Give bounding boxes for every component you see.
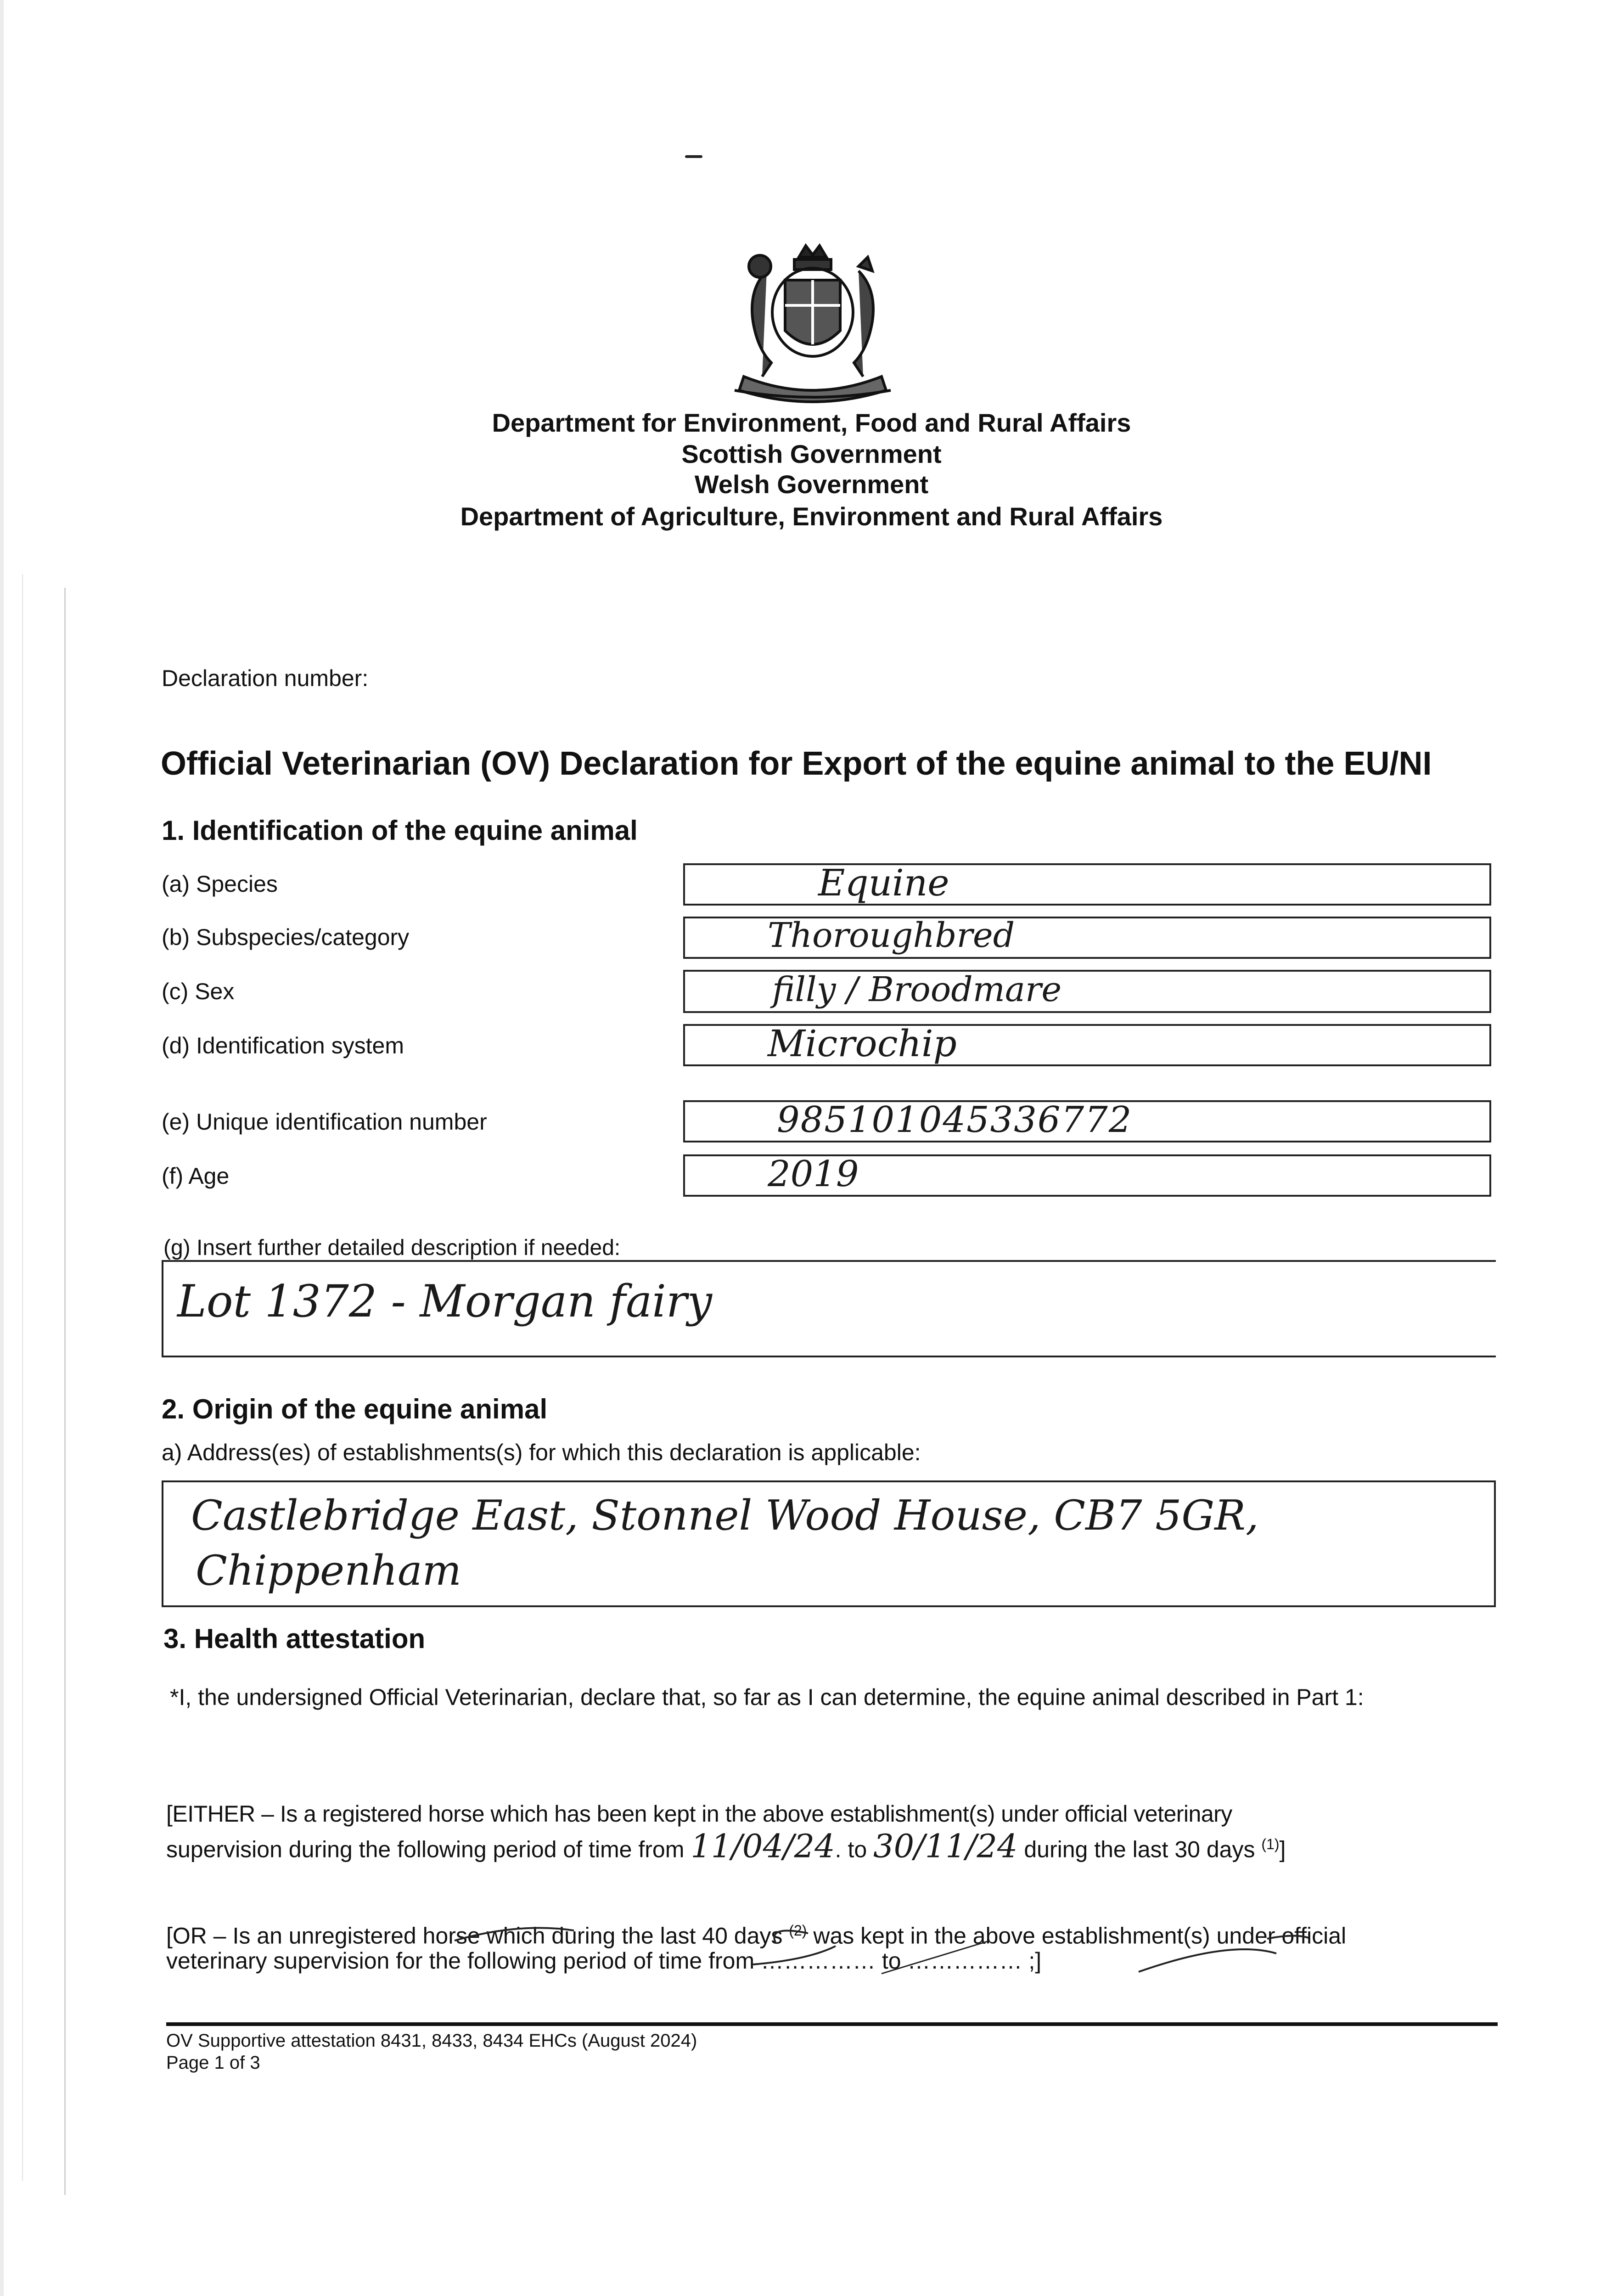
address-line-2: Chippenham xyxy=(196,1547,462,1595)
further-description-label: (g) Insert further detailed description if needed: xyxy=(163,1236,621,1260)
age-value: 2019 xyxy=(768,1154,859,1195)
or-line-1-a: [OR – Is an unregistered horse which during the last 40 days xyxy=(166,1923,783,1949)
either-line-1: [EITHER – Is a registered horse which has been kept in the above establishment(s) under official veterinary xyxy=(166,1801,1232,1827)
either-to-date: 30/11/24 xyxy=(873,1827,1018,1865)
department-line-1: Department for Environment, Food and Rural Affairs xyxy=(492,408,1131,437)
either-footnote: (1) xyxy=(1261,1836,1280,1852)
or-footnote: (2) xyxy=(789,1922,807,1939)
unique-id-label: (e) Unique identification number xyxy=(162,1109,487,1135)
identification-system-value: Microchip xyxy=(768,1022,957,1065)
sex-label: (c) Sex xyxy=(162,979,235,1004)
sex-value: filly / Broodmare xyxy=(772,970,1062,1009)
footer-rule xyxy=(166,2022,1498,2026)
age-label: (f) Age xyxy=(162,1163,230,1189)
species-value: Equine xyxy=(818,861,949,904)
section-1-heading: 1. Identification of the equine animal xyxy=(162,815,638,846)
department-line-4: Department of Agriculture, Environment and Rural Affairs xyxy=(460,502,1163,531)
further-description-value: Lot 1372 - Morgan fairy xyxy=(177,1276,713,1327)
either-mid: . to xyxy=(835,1836,867,1863)
subspecies-value: Thoroughbred xyxy=(768,916,1015,955)
address-line-1: Castlebridge East, Stonnel Wood House, CB7 5GR, xyxy=(191,1491,1259,1540)
footer-attestation-ref: OV Supportive attestation 8431, 8433, 8434 EHCs (August 2024) xyxy=(166,2031,697,2051)
subspecies-label: (b) Subspecies/category xyxy=(162,924,410,950)
declaration-number-label: Declaration number: xyxy=(162,665,369,691)
page-title: Official Veterinarian (OV) Declaration for Export of the equine animal to the EU/NI xyxy=(161,745,1432,782)
or-line-1-b: was kept in the above establishment(s) under official xyxy=(813,1923,1347,1949)
either-post: during the last 30 days xyxy=(1024,1836,1255,1863)
either-from-date: 11/04/24 xyxy=(691,1827,835,1865)
health-intro: *I, the undersigned Official Veterinarian, declare that, so far as I can determine, the equine animal described in Part 1: xyxy=(170,1684,1364,1710)
unique-id-value: 985101045336772 xyxy=(777,1099,1133,1141)
address-label: a) Address(es) of establishments(s) for which this declaration is applicable: xyxy=(162,1440,921,1465)
department-line-3: Welsh Government xyxy=(694,470,929,499)
or-line-2: veterinary supervision for the following period of time from …………… to …………… ;] xyxy=(166,1948,1042,1974)
either-end: ] xyxy=(1279,1836,1286,1863)
species-label: (a) Species xyxy=(162,871,278,897)
identification-system-label: (d) Identification system xyxy=(162,1033,404,1058)
section-3-heading: 3. Health attestation xyxy=(163,1623,426,1654)
section-2-heading: 2. Origin of the equine animal xyxy=(162,1394,548,1424)
footer xyxy=(166,2030,697,2074)
either-pre: supervision during the following period of time from xyxy=(166,1836,685,1863)
department-line-2: Scottish Government xyxy=(681,439,942,468)
footer-page-number: Page 1 of 3 xyxy=(166,2053,260,2073)
